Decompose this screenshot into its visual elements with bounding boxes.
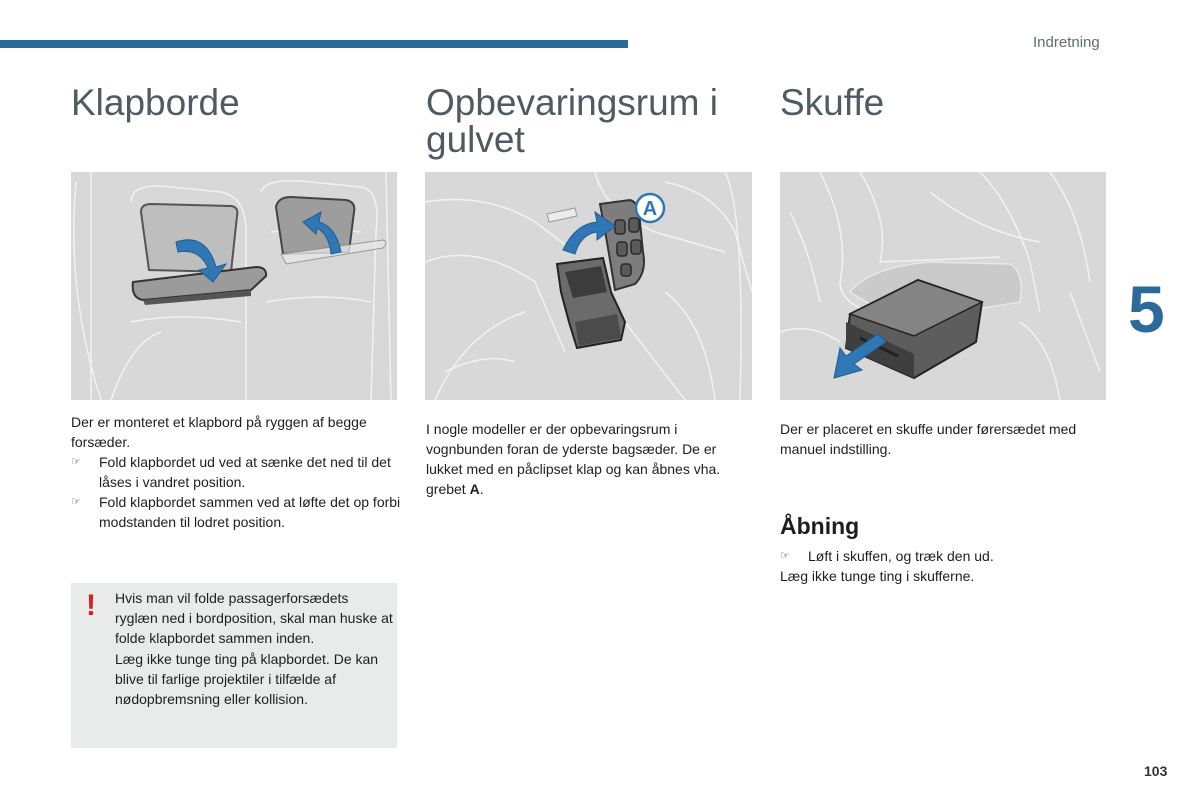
klapborde-bullet-2	[71, 492, 401, 532]
section-label: Indretning	[1033, 34, 1100, 51]
warning-text	[115, 588, 395, 709]
bullet-marker-icon: ☞	[71, 456, 81, 468]
skuffe-illustration	[780, 172, 1106, 400]
klapborde-body	[71, 412, 401, 532]
grip-label-a: A	[642, 198, 658, 220]
klapborde-intro: Der er monteret et klapbord på ryggen af begge forsæder.	[71, 414, 367, 450]
bullet-marker-icon: ☞	[780, 550, 790, 562]
skuffe-drawing	[780, 172, 1106, 400]
klapborde-bullet-2-text: Fold klapbordet sammen ved at løfte det op forbi modstanden til lodret position.	[99, 494, 401, 530]
opbevaring-drawing	[425, 172, 752, 400]
klapborde-bullet-1-text: Fold klapbordet ud ved at sænke det ned til det låses i vandret position.	[99, 454, 391, 490]
header-accent-bar	[0, 40, 628, 48]
skuffe-subhead: Åbning	[780, 513, 860, 539]
warning-exclamation-icon: !	[86, 589, 96, 622]
opbevaring-grip-letter: A	[469, 481, 480, 497]
folded-table-panel	[141, 204, 237, 272]
opbevaring-text: I nogle modeller er der opbevaringsrum i vognbunden foran de yderste bagsæder. De er lukket med en påclipset klap og kan åbnes vha. grebet	[426, 421, 721, 497]
opbevaring-title-line2: gulvet	[426, 119, 525, 160]
skuffe-instructions	[780, 546, 1110, 586]
skuffe-bullet-text: Løft i skuffen, og træk den ud.	[808, 548, 994, 564]
skuffe-body: Der er placeret en skuffe under førersædet med manuel indstilling.	[780, 421, 1077, 457]
opbevaring-body	[426, 419, 756, 499]
warning-paragraph-2: Læg ikke tunge ting på klapbordet. De kan blive til farlige projektiler i tilfælde af nødopbremsning eller kollision.	[115, 650, 379, 708]
klapborde-bullet-1	[71, 452, 401, 492]
opbevaring-illustration	[425, 172, 752, 400]
klapborde-illustration	[71, 172, 397, 400]
page-number: 103	[1144, 763, 1168, 779]
skuffe-note: Læg ikke tunge ting i skufferne.	[780, 568, 975, 584]
opbevaring-title-line1: Opbevaringsrum i	[426, 82, 719, 123]
chapter-number: 5	[1128, 272, 1165, 346]
warning-box	[71, 583, 397, 748]
opbevaring-text-end: .	[479, 481, 484, 497]
opbevaring-title	[426, 84, 718, 158]
warning-paragraph-1: Hvis man vil folde passagerforsædets ryglæn ned i bordposition, skal man huske at folde klapbordet sammen inden.	[115, 590, 393, 647]
skuffe-bullet	[780, 546, 1110, 566]
klapborde-drawing	[71, 172, 397, 400]
bullet-marker-icon: ☞	[71, 496, 81, 508]
klapborde-title: Klapborde	[71, 82, 240, 123]
skuffe-title: Skuffe	[780, 82, 885, 123]
